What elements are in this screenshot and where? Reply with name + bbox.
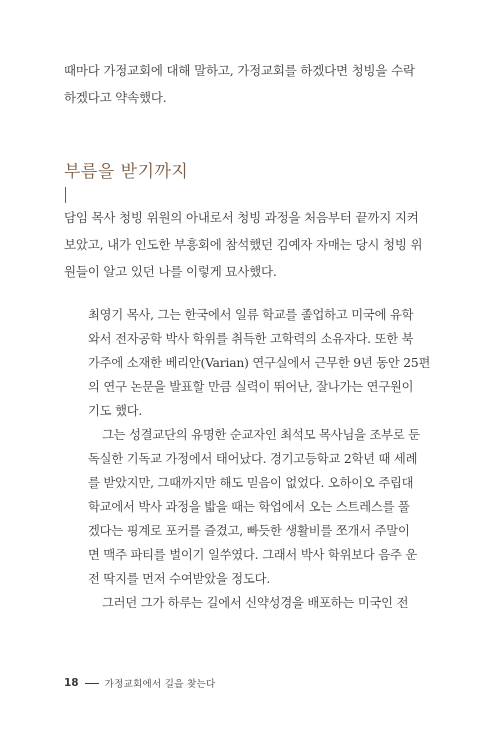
page-footer xyxy=(64,676,216,690)
footer-divider xyxy=(85,683,99,684)
quote-line: 를 받았지만, 그때까지만 해도 믿음이 없었다. 오하이오 주립대 xyxy=(88,476,414,490)
quote-line: 최영기 목사, 그는 한국에서 일류 학교를 졸업하고 미국에 유학 xyxy=(88,308,414,322)
quoted-passage xyxy=(88,303,436,615)
text-line: 원들이 알고 있던 나를 이렇게 묘사했다. xyxy=(64,264,277,279)
quote-line: 겠다는 핑계로 포커를 즐겼고, 빠듯한 생활비를 쪼개서 주말이 xyxy=(88,524,410,538)
intro-paragraph xyxy=(64,57,444,111)
heading-marker-bar xyxy=(65,187,66,203)
section-heading: 부름을 받기까지 xyxy=(64,162,189,182)
text-line: 담임 목사 청빙 위원의 아내로서 청빙 과정을 처음부터 끝까지 지켜 xyxy=(64,210,419,225)
quote-line: 와서 전자공학 박사 학위를 취득한 고학력의 소유자다. 또한 북 xyxy=(88,332,414,346)
running-title: 가정교회에서 길을 찾는다 xyxy=(104,679,216,690)
quote-line: 의 연구 논문을 발표할 만큼 실력이 뛰어난, 잘나가는 연구원이 xyxy=(88,380,414,394)
quote-line: 전 딱지를 먼저 수여받았을 정도다. xyxy=(88,572,271,586)
quote-line: 그러던 그가 하루는 길에서 신약성경을 배포하는 미국인 전 xyxy=(102,596,409,610)
text-line: 보았고, 내가 인도한 부흥회에 참석했던 김예자 자매는 당시 청빙 위 xyxy=(64,237,423,252)
body-paragraph xyxy=(64,204,444,285)
quote-line: 독실한 기독교 가정에서 태어났다. 경기고등학교 2학년 때 세례 xyxy=(88,452,418,466)
quote-line: 기도 했다. xyxy=(88,404,143,418)
quote-line: 가주에 소재한 베리안(Varian) 연구실에서 근무한 9년 동안 25편 xyxy=(88,356,431,370)
text-line: 때마다 가정교회에 대해 말하고, 가정교회를 하겠다면 청빙을 수락 xyxy=(64,63,415,78)
quote-line: 그는 성결교단의 유명한 순교자인 최석모 목사님을 조부로 둔 xyxy=(102,428,420,442)
quote-line: 면 맥주 파티를 벌이기 일쑤였다. 그래서 박사 학위보다 음주 운 xyxy=(88,548,418,562)
text-line: 하겠다고 약속했다. xyxy=(64,90,167,105)
page-number: 18 xyxy=(64,677,79,689)
quote-line: 학교에서 박사 과정을 밟을 때는 학업에서 오는 스트레스를 풀 xyxy=(88,500,410,514)
